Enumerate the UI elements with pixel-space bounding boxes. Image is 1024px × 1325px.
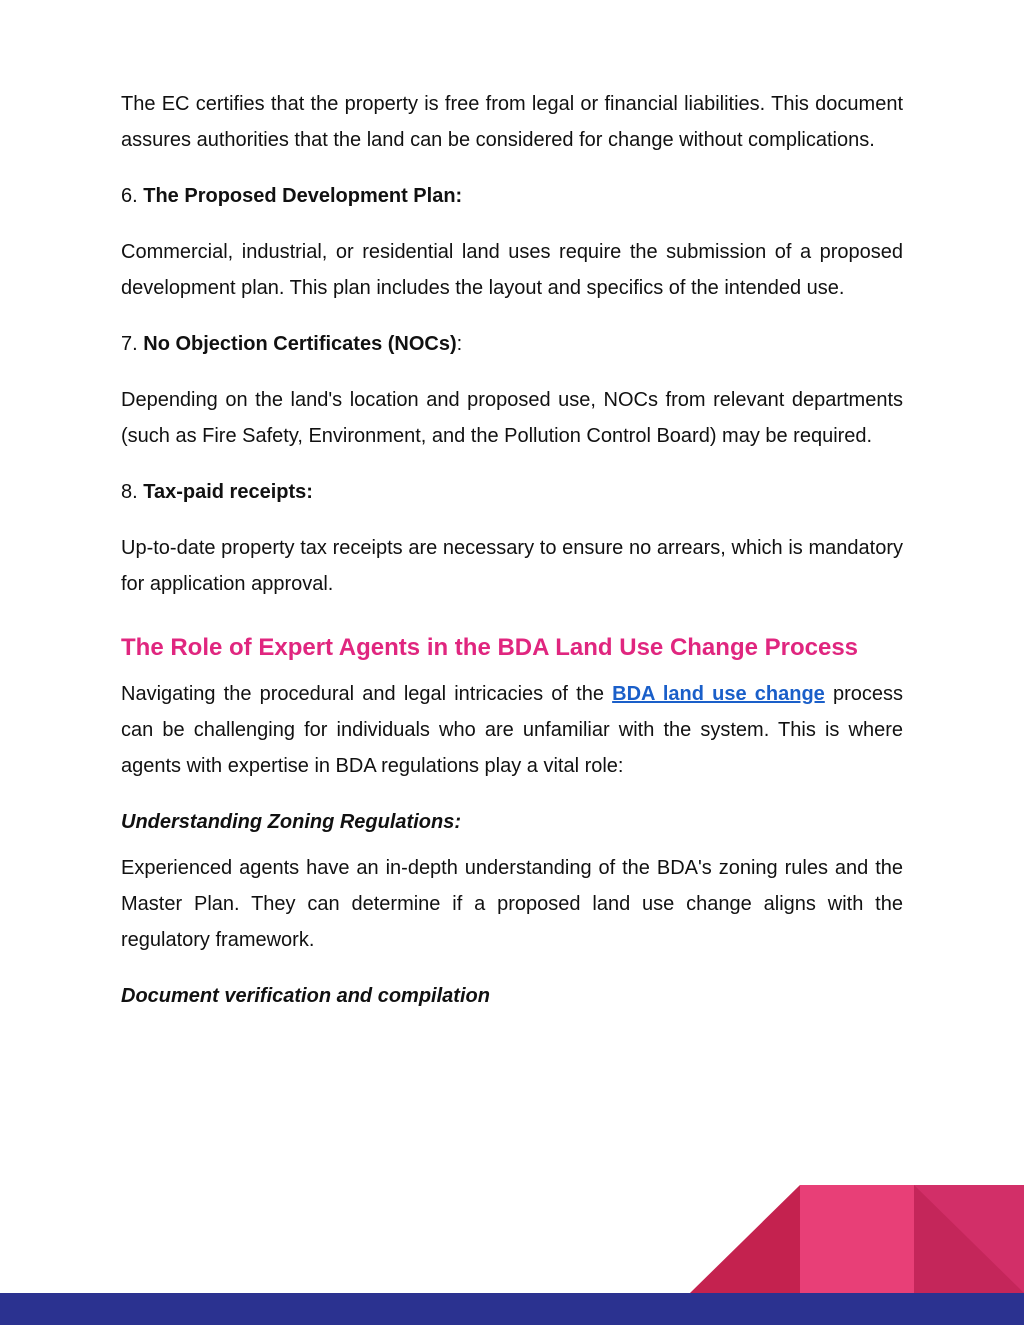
section-intro-paragraph	[121, 676, 903, 784]
subheading-document-verification: Document verification and compilation	[121, 985, 490, 1007]
item-7-number: 7.	[121, 333, 138, 355]
section-heading: The Role of Expert Agents in the BDA Land Use Change Process	[121, 634, 859, 661]
intro-text-after-link: process can be challenging for individuals who are unfamiliar with the system. This is where agents with expertise in BDA regulations play a vital role:	[121, 683, 903, 777]
item-7-colon: :	[456, 333, 463, 355]
item-6-number: 6.	[121, 185, 138, 207]
document-body	[121, 86, 903, 1014]
footer-block-pink	[800, 1185, 914, 1293]
item-8-title: Tax-paid receipts:	[143, 481, 313, 503]
bda-land-use-change-link[interactable]: BDA land use change	[612, 683, 825, 705]
intro-text-before-link: Navigating the procedural and legal intricacies of the	[121, 683, 613, 705]
item-8-paragraph: Up-to-date property tax receipts are necessary to ensure no arrears, which is mandatory for application approval.	[121, 537, 903, 595]
item-7-heading	[121, 326, 903, 362]
zoning-paragraph: Experienced agents have an in-depth understanding of the BDA's zoning rules and the Master Plan. They can determine if a proposed land use change aligns with the regulatory framework.	[121, 857, 903, 951]
footer-decoration	[690, 1185, 1024, 1293]
item-6-paragraph: Commercial, industrial, or residential land uses require the submission of a proposed development plan. This plan includes the layout and specifics of the intended use.	[121, 241, 903, 299]
item-7-title: No Objection Certificates (NOCs)	[143, 333, 457, 355]
footer-triangle-crimson	[690, 1185, 800, 1293]
item-8-heading	[121, 474, 903, 510]
item-6-heading	[121, 178, 903, 214]
item-8-number: 8.	[121, 481, 138, 503]
subheading-zoning: Understanding Zoning Regulations:	[121, 811, 461, 833]
ec-paragraph: The EC certifies that the property is free from legal or financial liabilities. This document assures authorities that the land can be considered for change without complications.	[121, 93, 903, 151]
footer-bar	[0, 1293, 1024, 1325]
item-6-title: The Proposed Development Plan:	[143, 185, 463, 207]
item-7-paragraph: Depending on the land's location and proposed use, NOCs from relevant departments (such as Fire Safety, Environment, and the Pollution Control Board) may be required.	[121, 389, 903, 447]
